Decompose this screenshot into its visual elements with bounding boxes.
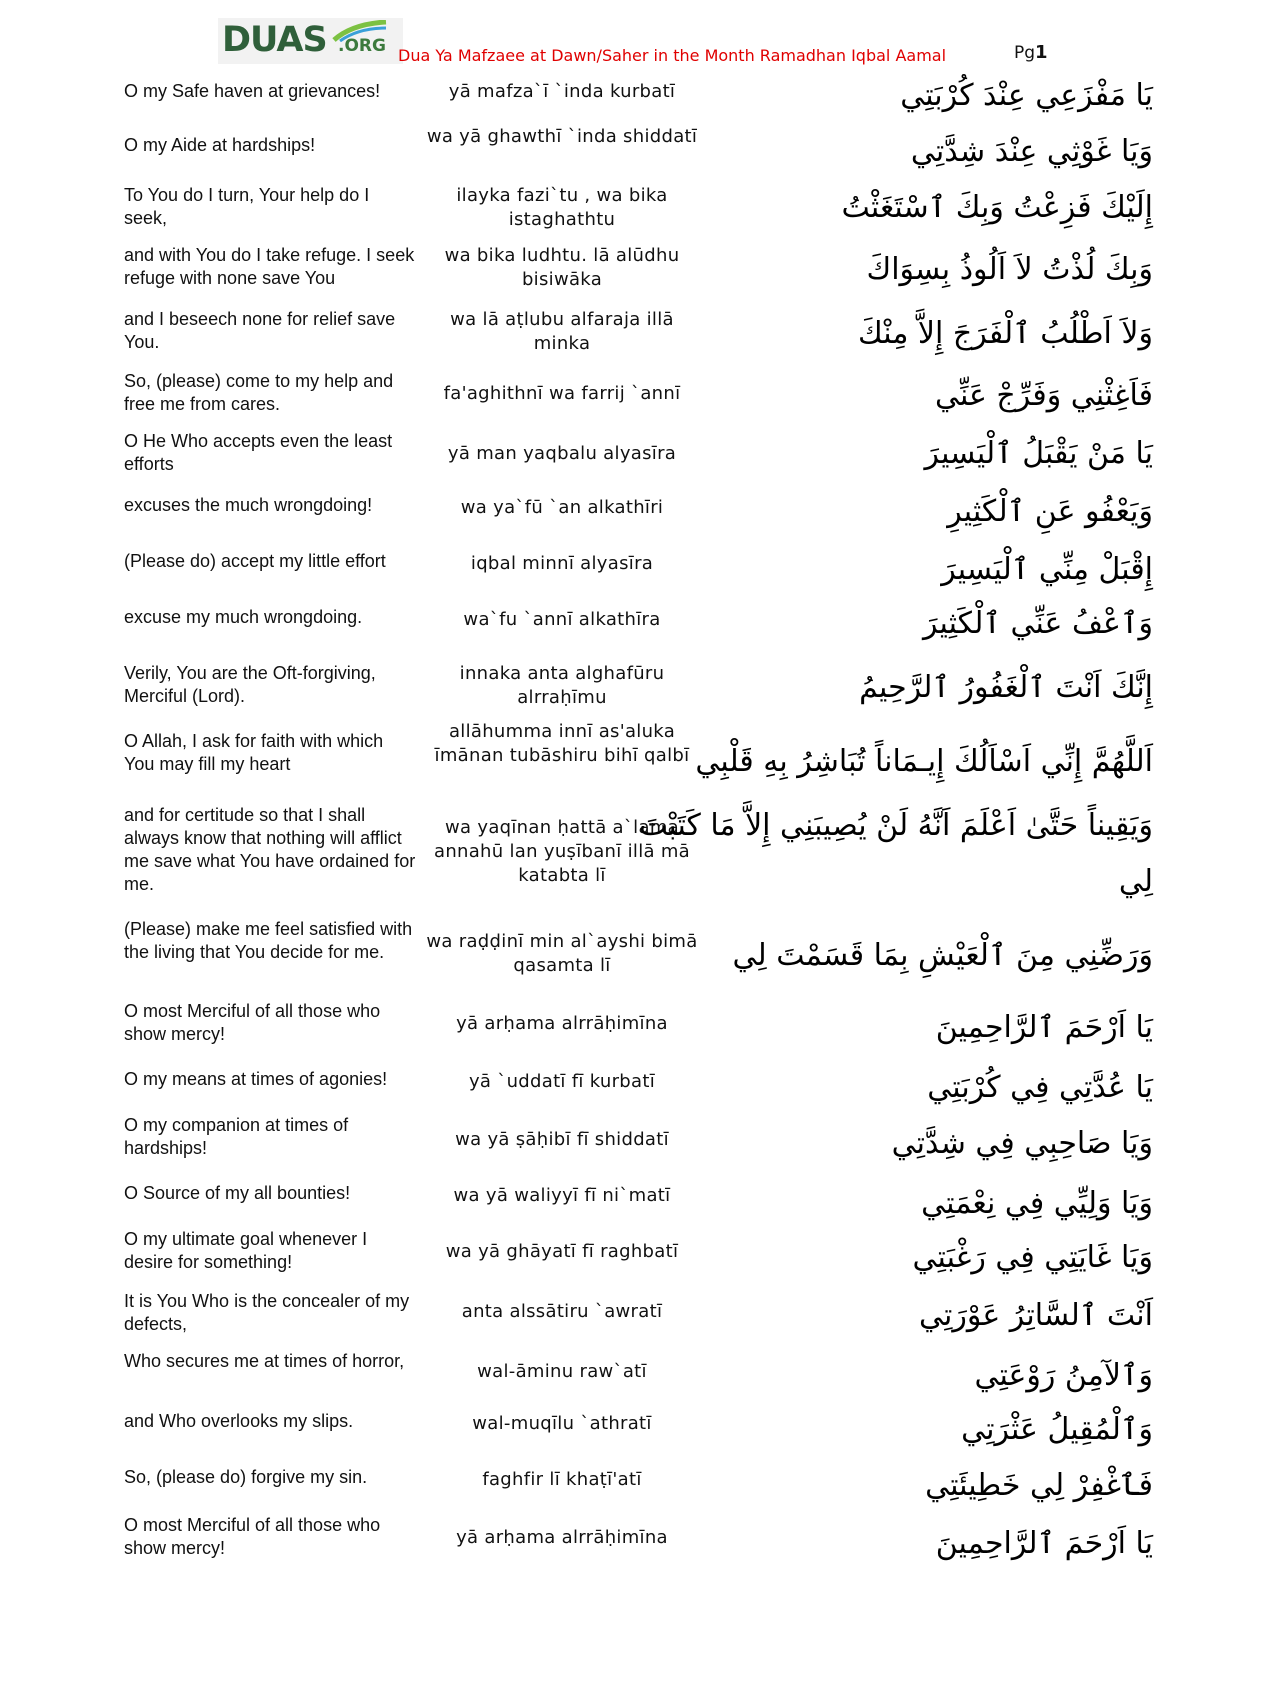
transliteration: ilayka fazi`tu , wa bika istaghathtu <box>456 185 668 230</box>
arabic-text: وَٱلآمِنُ رَوْعَتِي <box>974 1358 1153 1393</box>
document-title: Dua Ya Mafzaee at Dawn/Saher in the Month Ramadhan Iqbal Aamal <box>398 46 947 65</box>
arabic-text: إِنَّكَ اَنْتَ ٱلْغَفُورُ ٱلرَّحِيمُ <box>859 670 1153 705</box>
transliteration: wal-muqīlu `athratī <box>472 1413 652 1434</box>
english-translation: So, (please do) forgive my sin. <box>124 1467 368 1487</box>
arabic-text: وَيَا صَاحِبِي فِي شِدَّتِي <box>891 1126 1153 1161</box>
english-translation: and for certitude so that I shall always know that nothing will afflict me save what You have ordained for me. <box>124 805 416 894</box>
english-translation: excuses the much wrongdoing! <box>124 495 373 515</box>
arabic-text: يَا اَرْحَمَ ٱلرَّاحِمِينَ <box>935 1526 1153 1561</box>
arabic-text: وَيَا غَوْثِي عِنْدَ شِدَّتِي <box>910 134 1153 169</box>
arabic-text: فَاَغِثْنِي وَفَرِّجْ عَنِّي <box>934 378 1153 413</box>
english-translation: O my Aide at hardships! <box>124 135 316 155</box>
transliteration: fa'aghithnī wa farrij `annī <box>443 383 681 404</box>
arabic-text: يَا مَفْزَعِي عِنْدَ كُرْبَتِي <box>900 78 1153 113</box>
arabic-text: يَا اَرْحَمَ ٱلرَّاحِمِينَ <box>935 1010 1153 1045</box>
transliteration: allāhumma innī as'aluka īmānan tubāshiru bihī qalbī <box>434 721 690 766</box>
page-number-value: 1 <box>1035 42 1048 63</box>
english-translation: and with You do I take refuge. I seek refuge with none save You <box>124 245 415 288</box>
english-translation: and Who overlooks my slips. <box>124 1411 354 1431</box>
transliteration: wa yaqīnan ḥattā a`lama annahū lan yuṣībanī illā mā katabta lī <box>433 817 691 886</box>
arabic-text: وَيَا وَلِيِّي فِي نِعْمَتِي <box>921 1186 1153 1221</box>
page-header <box>218 18 1098 68</box>
arabic-text: إِلَيْكَ فَزِعْتُ وَبِكَ ٱسْتَغَثْتُ <box>841 190 1153 225</box>
english-translation: Who secures me at times of horror, <box>124 1351 405 1371</box>
english-translation: O my companion at times of hardships! <box>124 1115 349 1158</box>
english-translation: O Allah, I ask for faith with which You may fill my heart <box>124 731 384 774</box>
transliteration: faghfir lī khaṭī'atī <box>482 1469 642 1490</box>
arabic-text: يَا عُدَّتِي فِي كُرْبَتِي <box>927 1070 1153 1105</box>
arabic-text: فَٱغْفِرْ لِي خَطِيئَتِي <box>925 1468 1153 1503</box>
duas-org-logo[interactable] <box>218 18 403 64</box>
english-translation: (Please do) accept my little effort <box>124 551 386 571</box>
transliteration: anta alssātiru `awratī <box>461 1301 663 1322</box>
transliteration: wal-āminu raw`atī <box>477 1361 647 1382</box>
english-translation: Verily, You are the Oft-forgiving, Merciful (Lord). <box>124 663 376 706</box>
transliteration: wa`fu `annī alkathīra <box>463 609 661 630</box>
arabic-text: وَٱلْمُقِيلُ عَثْرَتِي <box>961 1412 1153 1447</box>
arabic-text: وَرَضِّنِي مِنَ ٱلْعَيْشِ بِمَا قَسَمْتَ لِي <box>732 938 1153 973</box>
transliteration: wa bika ludhtu. lā alūdhu bisiwāka <box>444 245 680 290</box>
transliteration: innaka anta alghafūru alrraḥīmu <box>459 663 665 708</box>
arabic-text: وَيَا غَايَتِي فِي رَغْبَتِي <box>912 1240 1153 1275</box>
transliteration: iqbal minnī alyasīra <box>470 553 654 574</box>
arabic-text: اَنْتَ ٱلسَّاتِرُ عَوْرَتِي <box>919 1298 1153 1333</box>
arabic-text: اَللَّهُمَّ إِنِّي اَسْاَلُكَ إِيـمَاناً تُبَاشِرُ بِهِ قَلْبِي <box>695 744 1153 779</box>
transliteration: wa yā waliyyī fī ni`matī <box>453 1185 671 1206</box>
english-translation: excuse my much wrongdoing. <box>124 607 363 627</box>
english-translation: O my means at times of agonies! <box>124 1069 388 1089</box>
english-translation: O most Merciful of all those who show mercy! <box>124 1515 381 1558</box>
transliteration: wa yā ṣāḥibī fī shiddatī <box>455 1129 669 1150</box>
page-label: Pg <box>1014 43 1036 63</box>
logo-text: DUAS <box>222 20 327 60</box>
transliteration: wa ya`fū `an alkathīri <box>460 497 664 518</box>
english-translation: So, (please) come to my help and free me from cares. <box>124 371 394 414</box>
arabic-text: يَا مَنْ يَقْبَلُ ٱلْيَسِيرَ <box>924 436 1153 471</box>
transliteration: wa yā ghāyatī fī raghbatī <box>445 1241 679 1262</box>
arabic-text: وَبِكَ لُذْتُ لاَ اَلُوذُ بِسِوَاكَ <box>866 252 1153 287</box>
transliteration: yā `uddatī fī kurbatī <box>468 1071 656 1092</box>
arabic-text: وَيَقِيناً حَتَّىٰ اَعْلَمَ اَنَّهُ لَنْ يُصِيبَنِي إِلاَّ مَا كَتَبْتَ لِي <box>638 808 1153 899</box>
arabic-text: وَيَعْفُو عَنِ ٱلْكَثِيرِ <box>947 494 1153 529</box>
transliteration: wa lā aṭlubu alfaraja illā minka <box>450 309 674 354</box>
transliteration: wa raḍḍinī min al`ayshi bimā qasamta lī <box>426 931 698 976</box>
transliteration: wa yā ghawthī `inda shiddatī <box>426 126 698 147</box>
transliteration: yā arḥama alrrāḥimīna <box>456 1527 668 1548</box>
english-translation: and I beseech none for relief save You. <box>124 309 396 352</box>
english-translation: To You do I turn, Your help do I seek, <box>124 185 370 228</box>
english-translation: O He Who accepts even the least efforts <box>124 431 393 474</box>
english-translation: (Please) make me feel satisfied with the living that You decide for me. <box>124 919 413 962</box>
page-number <box>1014 42 1048 64</box>
arabic-text: إِقْبَلْ مِنِّي ٱلْيَسِيرَ <box>941 552 1153 587</box>
arabic-text: وَٱعْفُ عَنِّي ٱلْكَثِيرَ <box>923 606 1153 641</box>
transliteration: yā man yaqbalu alyasīra <box>447 443 677 464</box>
english-translation: O my Safe haven at grievances! <box>124 81 381 101</box>
arabic-text: وَلاَ اَطْلُبُ ٱلْفَرَجَ إِلاَّ مِنْكَ <box>857 316 1153 351</box>
english-translation: It is You Who is the concealer of my defects, <box>124 1291 410 1334</box>
english-translation: O most Merciful of all those who show mercy! <box>124 1001 381 1044</box>
english-translation: O Source of my all bounties! <box>124 1183 351 1203</box>
english-translation: O my ultimate goal whenever I desire for something! <box>124 1229 368 1272</box>
logo-tld: .ORG <box>338 36 386 56</box>
transliteration: yā arḥama alrrāḥimīna <box>456 1013 668 1034</box>
transliteration: yā mafza`ī `inda kurbatī <box>448 81 676 102</box>
